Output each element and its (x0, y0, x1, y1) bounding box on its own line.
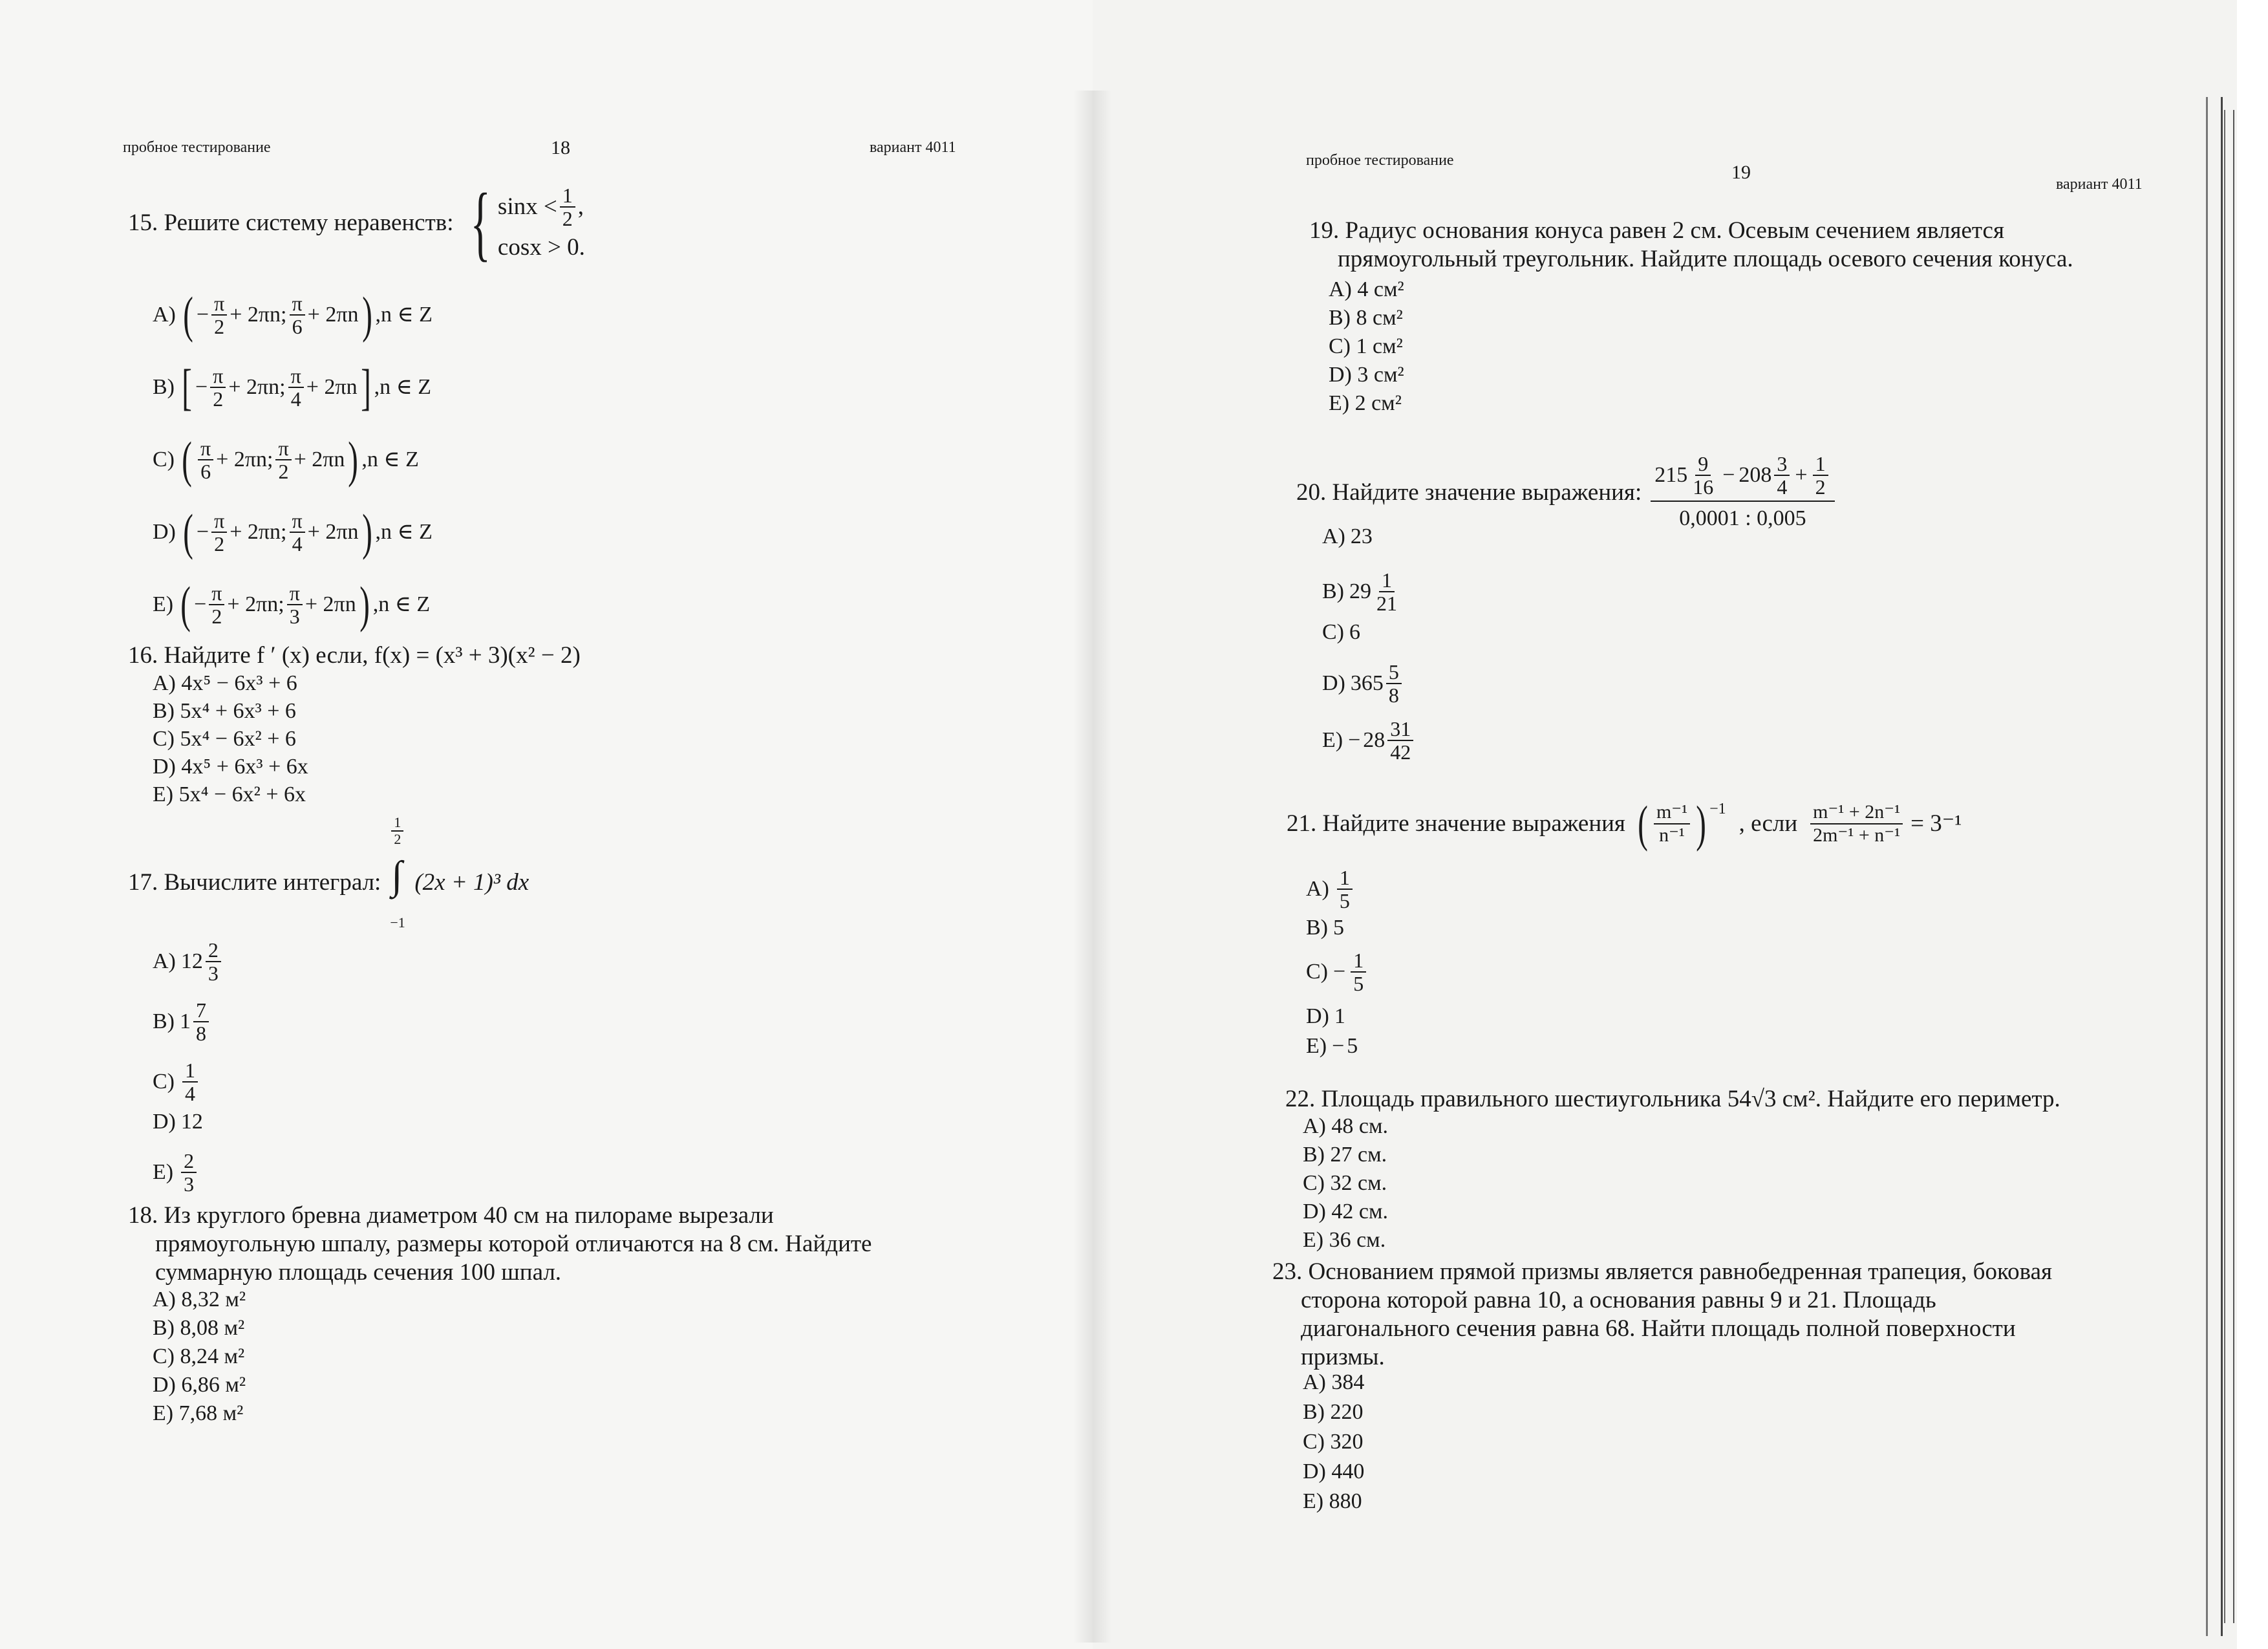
domain: ,n ∈ Z (361, 447, 419, 471)
q20-option[interactable] (1322, 620, 1360, 645)
option-fraction-den: 5 (1339, 889, 1350, 912)
question-23-line-2: сторона которой равна 10, а основания равны 9 и 21. Площадь (1301, 1287, 1936, 1313)
question-22-text-b: Найдите его периметр. (1827, 1086, 2060, 1112)
pi-num-1: π (211, 292, 227, 316)
term-2: + 2πn (306, 375, 358, 399)
integral-lower-limit: −1 (390, 914, 405, 931)
pi-fraction-2 (287, 582, 303, 627)
option-fraction-den: 3 (208, 962, 219, 985)
term-1: + 2πn; (230, 303, 287, 327)
domain: ,n ∈ Z (374, 375, 432, 399)
question-15-text: 15. Решите систему неравенств: (128, 210, 454, 236)
question-18-line-3: суммарную площадь сечения 100 шпал. (155, 1259, 562, 1286)
pi-num-1: π (209, 582, 224, 605)
q19-option[interactable]: A) 4 см² (1329, 277, 1404, 301)
option-sign: − (1332, 1034, 1345, 1058)
system-brace: { (470, 177, 491, 270)
pi-den-1: 2 (211, 605, 222, 628)
q21-right-paren: ) (1696, 795, 1706, 852)
option-label: B) (153, 375, 175, 399)
q22-option[interactable]: B) 27 см. (1303, 1143, 1387, 1167)
question-15 (128, 177, 585, 270)
option-fraction (1337, 867, 1353, 912)
q21-option[interactable] (1306, 1004, 1345, 1029)
q18-option[interactable]: D) 6,86 м² (153, 1373, 246, 1397)
option-fraction (1386, 661, 1402, 706)
term-2: + 2πn (307, 303, 359, 327)
pi-fraction-1 (209, 582, 224, 627)
question-22 (1285, 1085, 2060, 1114)
option-label: B) (1306, 916, 1328, 940)
option-label: A) (153, 303, 176, 327)
pi-fraction-2 (290, 510, 305, 555)
question-18-line-1: 18. Из круглого бревна диаметром 40 см на пилораме вырезали (128, 1202, 774, 1229)
integral-upper-limit (391, 815, 403, 847)
sign: − (196, 303, 209, 327)
q23-option[interactable]: D) 440 (1303, 1460, 1365, 1483)
option-fraction-den: 21 (1376, 592, 1397, 615)
q18-option[interactable]: B) 8,08 м² (153, 1316, 245, 1340)
interval-open: ( (182, 431, 192, 488)
interval-open: ( (183, 504, 193, 560)
t1-frac (1690, 453, 1716, 498)
question-19 (1309, 217, 2073, 274)
q22-option[interactable]: A) 48 см. (1303, 1114, 1388, 1138)
term-1: + 2πn; (230, 520, 287, 544)
term-2: + 2πn (305, 592, 356, 616)
option-fraction-num: 7 (193, 999, 209, 1022)
t3-num: 1 (1813, 453, 1828, 476)
right-header-variant: вариант 4011 (2056, 176, 2143, 193)
domain: ,n ∈ Z (372, 592, 431, 616)
q15-option[interactable] (153, 576, 431, 632)
question-21-text: 21. Найдите значение выражения (1287, 810, 1625, 837)
option-fraction-num: 2 (181, 1150, 197, 1173)
option-fraction-num: 1 (1337, 867, 1353, 890)
option-whole: 1 (180, 1009, 191, 1033)
pi-num-2: π (290, 510, 305, 533)
q21-cond-den: 2m⁻¹ + n⁻¹ (1813, 824, 1901, 846)
q21-left-paren: ( (1638, 795, 1648, 852)
option-label: D) (1322, 671, 1345, 695)
pi-den-1: 2 (214, 532, 225, 555)
domain: ,n ∈ Z (375, 520, 433, 544)
upper-num: 1 (391, 815, 403, 832)
q15-option[interactable] (153, 359, 432, 415)
sys1-num: 1 (560, 184, 575, 208)
right-page-number: 19 (1731, 162, 1751, 183)
q17-option[interactable] (153, 1150, 199, 1195)
question-18-line-2: прямоугольную шпалу, размеры которой отличаются на 8 см. Найдите (155, 1231, 872, 1257)
question-23-line-4: призмы. (1301, 1344, 1385, 1370)
option-fraction (1351, 949, 1366, 995)
option-fraction-den: 3 (184, 1172, 195, 1196)
pi-fraction-1 (198, 437, 213, 482)
option-fraction (181, 1150, 197, 1195)
option-label: C) (1322, 620, 1344, 644)
option-label: A) (1306, 877, 1329, 901)
term-2: + 2πn (307, 520, 359, 544)
question-16-text: 16. Найдите f ′ (x) если, f(x) = (x³ + 3)(x² − 2) (128, 642, 581, 669)
question-20-text: 20. Найдите значение выражения: (1296, 479, 1642, 506)
q17-option[interactable] (153, 1109, 203, 1135)
left-page-number: 18 (551, 137, 570, 158)
option-label: E) (153, 1160, 174, 1184)
pi-den-2: 2 (278, 460, 289, 483)
pi-den-2: 6 (292, 315, 303, 338)
option-whole: 23 (1350, 524, 1373, 548)
q20-option[interactable] (1322, 524, 1373, 550)
q17-option[interactable] (153, 939, 224, 984)
option-fraction (193, 999, 209, 1044)
question-23-line-3: диагонального сечения равна 68. Найти площадь полной поверхности (1301, 1315, 2016, 1342)
interval-close: ) (361, 286, 372, 343)
upper-den: 2 (394, 831, 401, 847)
q20-option[interactable] (1322, 569, 1402, 614)
t2-frac (1774, 453, 1790, 498)
q18-option[interactable]: C) 8,24 м² (153, 1344, 245, 1368)
option-whole: 5 (1333, 916, 1344, 940)
system-line-2: cosx > 0. (497, 234, 585, 261)
interval-open: ( (180, 576, 191, 632)
pi-fraction-2 (288, 365, 304, 410)
question-21 (1287, 795, 1962, 852)
option-fraction-den: 8 (196, 1022, 206, 1045)
question-17-text: 17. Вычислите интеграл: (128, 869, 381, 896)
q22-option[interactable]: D) 42 см. (1303, 1200, 1388, 1223)
interval-close: ) (348, 431, 359, 488)
question-17 (128, 814, 530, 931)
question-19-line-2: прямоугольный треугольник. Найдите площадь осевого сечения конуса. (1338, 246, 2073, 272)
t1-whole: 215 (1654, 463, 1688, 487)
term-1: + 2πn; (227, 592, 284, 616)
q21-inner-den: n⁻¹ (1659, 824, 1685, 846)
interval-close: ] (360, 359, 371, 415)
option-label: D) (153, 1110, 176, 1134)
pi-den-1: 6 (200, 460, 211, 483)
option-fraction (1374, 569, 1400, 614)
option-label: E) (1306, 1034, 1327, 1058)
q21-option[interactable] (1306, 1033, 1358, 1059)
sys1-lhs: sinx < (497, 193, 557, 220)
integral-sign (389, 814, 414, 931)
interval-close: ) (359, 576, 370, 632)
pi-den-1: 2 (214, 315, 225, 338)
option-label: A) (1322, 524, 1345, 548)
q21-outer-exponent: −1 (1709, 801, 1726, 817)
q22-option[interactable]: E) 36 см. (1303, 1228, 1386, 1252)
q20-option[interactable] (1322, 661, 1404, 706)
option-label: C) (153, 447, 175, 471)
sys1-tail: , (577, 193, 584, 220)
q22-option[interactable]: C) 32 см. (1303, 1171, 1387, 1195)
q21-inner-fraction (1654, 801, 1690, 846)
term-1: + 2πn; (228, 375, 286, 399)
question-23-line-1: 23. Основанием прямой призмы является равнобедренная трапеция, боковая (1272, 1258, 2053, 1285)
q16-option[interactable]: A) 4x⁵ − 6x³ + 6 (153, 671, 297, 695)
pi-num-2: π (275, 437, 291, 460)
q23-option[interactable]: C) 320 (1303, 1430, 1364, 1454)
pi-num-2: π (288, 365, 304, 388)
system-line-1 (498, 184, 585, 230)
pi-num-1: π (210, 365, 226, 388)
pi-fraction-2 (275, 437, 291, 482)
t1-den: 16 (1693, 475, 1714, 499)
t1-num: 9 (1695, 453, 1711, 476)
pi-den-1: 2 (213, 387, 224, 411)
option-fraction-den: 5 (1353, 972, 1364, 995)
option-fraction (206, 939, 221, 984)
t2-den: 4 (1777, 475, 1788, 499)
option-label: C) (1306, 960, 1328, 984)
q18-option[interactable]: E) 7,68 м² (153, 1401, 244, 1425)
q21-cond-rhs: = 3⁻¹ (1910, 810, 1962, 837)
q21-if: , если (1738, 810, 1798, 837)
pi-den-2: 4 (290, 387, 301, 411)
q19-option[interactable]: E) 2 см² (1329, 391, 1402, 415)
option-fraction (1387, 718, 1413, 763)
term-2: + 2πn (294, 447, 345, 471)
domain: ,n ∈ Z (375, 303, 433, 327)
pi-fraction-1 (210, 365, 226, 410)
expr-minus: − (1722, 463, 1735, 487)
option-fraction-num: 1 (1379, 569, 1395, 592)
option-whole: 12 (180, 949, 203, 973)
question-18 (128, 1202, 872, 1287)
sign: − (196, 520, 209, 544)
option-whole: 29 (1349, 579, 1371, 603)
q17-option[interactable] (153, 1059, 200, 1105)
q19-option[interactable]: C) 1 см² (1329, 334, 1403, 358)
pi-den-2: 4 (292, 532, 303, 555)
integrand: (2x + 1)³ dx (414, 869, 530, 896)
q15-option[interactable] (153, 504, 433, 560)
option-fraction-den: 42 (1390, 740, 1411, 764)
left-header-title: пробное тестирование (123, 139, 271, 156)
pi-den-2: 3 (289, 605, 300, 628)
option-label: C) (153, 1070, 175, 1094)
option-label: A) (153, 949, 176, 973)
question-22-text-a: 22. Площадь правильного шестиугольника 54√3 см². (1285, 1086, 1821, 1112)
option-fraction-num: 1 (1351, 949, 1366, 973)
integral-symbol: ∫ (391, 854, 403, 898)
t3-frac (1813, 453, 1828, 498)
option-label: E) (153, 592, 174, 616)
pi-fraction-1 (211, 510, 227, 555)
q19-option[interactable]: D) 3 см² (1329, 363, 1404, 387)
q21-option[interactable] (1306, 949, 1369, 995)
option-label: D) (1306, 1004, 1329, 1028)
pi-fraction-2 (290, 292, 305, 338)
t2-num: 3 (1774, 453, 1790, 476)
book-gutter (1073, 91, 1112, 1643)
option-sign: − (1348, 728, 1361, 752)
option-fraction-num: 2 (206, 939, 221, 962)
q23-option[interactable]: A) 384 (1303, 1370, 1365, 1394)
question-19-line-1: 19. Радиус основания конуса равен 2 см. Осевым сечением является (1309, 217, 2004, 244)
expr-plus: + (1795, 463, 1808, 487)
q21-condition-fraction (1810, 801, 1903, 846)
question-20-expression (1651, 453, 1834, 533)
option-whole: 6 (1349, 620, 1360, 644)
option-fraction-num: 5 (1386, 661, 1402, 684)
q16-option[interactable]: B) 5x⁴ + 6x³ + 6 (153, 699, 296, 723)
option-fraction-den: 8 (1388, 684, 1399, 707)
q17-option[interactable] (153, 999, 211, 1044)
option-whole: 28 (1363, 728, 1385, 752)
term-1: + 2πn; (216, 447, 273, 471)
option-fraction (182, 1059, 198, 1105)
interval-close: ) (361, 504, 372, 560)
sign: − (195, 375, 208, 399)
q21-cond-num: m⁻¹ + 2n⁻¹ (1810, 801, 1903, 824)
q21-inner-num: m⁻¹ (1654, 801, 1690, 824)
t2-whole: 208 (1738, 463, 1772, 487)
t3-den: 2 (1815, 475, 1826, 499)
option-label: D) (153, 520, 176, 544)
sys1-den: 2 (562, 207, 573, 230)
option-label: B) (153, 1009, 175, 1033)
option-sign: − (1333, 960, 1346, 984)
q18-option[interactable]: A) 8,32 м² (153, 1288, 246, 1311)
interval-open: ( (183, 286, 193, 343)
pi-num-2: π (290, 292, 305, 316)
interval-open: [ (182, 359, 192, 415)
expr-denominator: 0,0001 : 0,005 (1679, 506, 1806, 530)
pi-num-2: π (287, 582, 303, 605)
q16-option[interactable]: D) 4x⁵ + 6x³ + 6x (153, 755, 308, 779)
q15-option[interactable] (153, 431, 419, 488)
sys1-fraction (560, 184, 575, 230)
option-whole: 365 (1350, 671, 1384, 695)
q15-option[interactable] (153, 286, 433, 343)
pi-num-1: π (211, 510, 227, 533)
system-lines (498, 184, 585, 262)
q16-option[interactable]: E) 5x⁴ − 6x² + 6x (153, 782, 306, 806)
q19-option[interactable]: B) 8 см² (1329, 306, 1403, 330)
q21-option[interactable] (1306, 867, 1355, 912)
left-header-variant: вариант 4011 (870, 139, 956, 156)
q23-option[interactable]: E) 880 (1303, 1489, 1362, 1513)
q16-option[interactable]: C) 5x⁴ − 6x² + 6 (153, 727, 296, 751)
expr-numerator (1651, 453, 1834, 502)
q23-option[interactable]: B) 220 (1303, 1400, 1364, 1424)
option-fraction-den: 4 (185, 1082, 195, 1105)
question-23 (1272, 1258, 2052, 1372)
q20-option[interactable] (1322, 718, 1416, 763)
option-fraction-num: 31 (1387, 718, 1413, 741)
sign: − (194, 592, 207, 616)
option-whole: 12 (180, 1110, 203, 1134)
page-edge-inner (2224, 110, 2234, 1623)
page-edge (2206, 97, 2223, 1636)
pi-num-1: π (198, 437, 213, 460)
right-header-title: пробное тестирование (1306, 152, 1454, 169)
pi-fraction-1 (211, 292, 227, 338)
option-label: B) (1322, 579, 1344, 603)
q21-option[interactable] (1306, 915, 1344, 941)
option-whole: 1 (1334, 1004, 1345, 1028)
option-fraction-num: 1 (182, 1059, 198, 1083)
option-whole: 5 (1347, 1034, 1358, 1058)
option-label: E) (1322, 728, 1343, 752)
question-20 (1296, 453, 1835, 533)
